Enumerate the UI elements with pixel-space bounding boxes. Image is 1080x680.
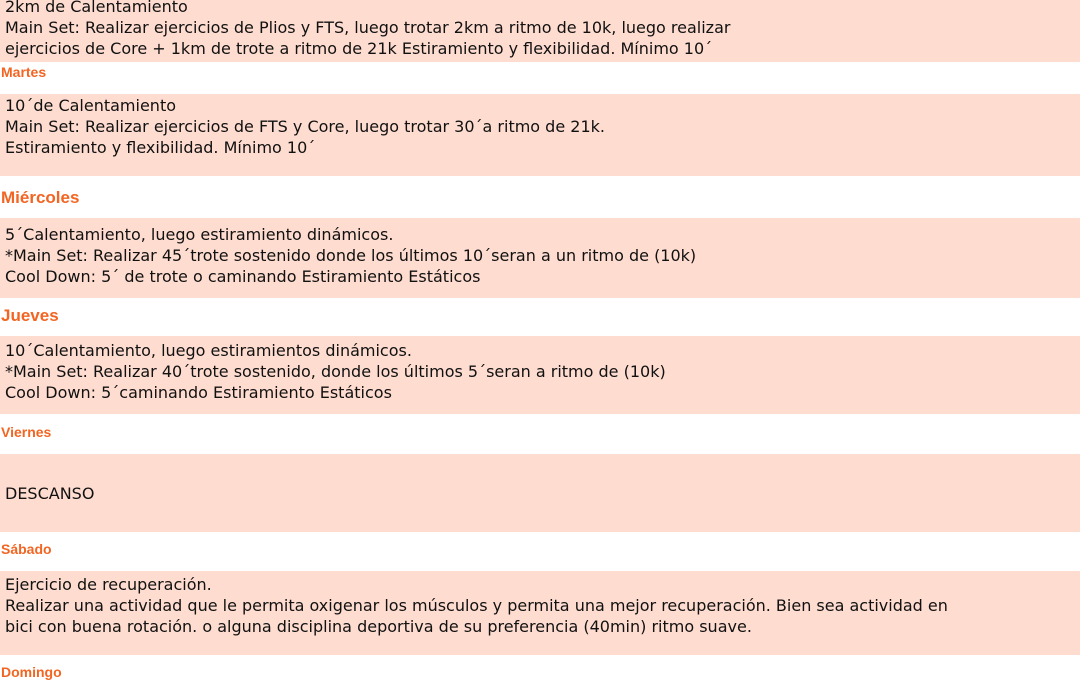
workout-line: Cool Down: 5´caminando Estiramiento Estáticos — [5, 383, 392, 402]
sabado-workout-block — [0, 571, 1080, 655]
day-heading-viernes: Viernes — [1, 424, 52, 440]
day-heading-miercoles: Miércoles — [1, 188, 80, 207]
workout-line: Main Set: Realizar ejercicios de FTS y Core, luego trotar 30´a ritmo de 21k. — [5, 117, 605, 136]
viernes-workout-block — [0, 454, 1080, 532]
workout-line: Estiramiento y flexibilidad. Mínimo 10´ — [5, 138, 316, 157]
jueves-workout-block — [0, 336, 1080, 414]
miercoles-workout-block — [0, 218, 1080, 298]
workout-line: Main Set: Realizar ejercicios de Plios y FTS, luego trotar 2km a ritmo de 10k, luego realizar — [5, 18, 731, 37]
workout-line: Realizar una actividad que le permita oxigenar los músculos y permita una mejor recuperación. Bien sea actividad en — [5, 596, 948, 615]
workout-line: 10´Calentamiento, luego estiramientos dinámicos. — [5, 341, 412, 360]
workout-line: 5´Calentamiento, luego estiramiento dinámicos. — [5, 225, 394, 244]
workout-line: 2km de Calentamiento — [5, 0, 188, 16]
workout-line: *Main Set: Realizar 40´trote sostenido, donde los últimos 5´seran a ritmo de (10k) — [5, 362, 666, 381]
day-heading-domingo: Domingo — [1, 664, 62, 680]
day-heading-jueves: Jueves — [1, 306, 59, 325]
workout-line: *Main Set: Realizar 45´trote sostenido donde los últimos 10´seran a un ritmo de (10k) — [5, 246, 697, 265]
martes-workout-block — [0, 94, 1080, 176]
workout-line: 10´de Calentamiento — [5, 96, 177, 115]
workout-line: DESCANSO — [5, 484, 95, 503]
day-heading-martes: Martes — [1, 64, 47, 80]
day-heading-sabado: Sábado — [1, 541, 52, 557]
workout-line: Cool Down: 5´ de trote o caminando Estiramiento Estáticos — [5, 267, 481, 286]
workout-line: Ejercicio de recuperación. — [5, 575, 212, 594]
workout-line: ejercicios de Core + 1km de trote a ritmo de 21k Estiramiento y flexibilidad. Mínimo 10´ — [5, 39, 713, 58]
monday-workout-block — [0, 0, 1080, 62]
workout-line: bici con buena rotación. o alguna disciplina deportiva de su preferencia (40min) ritmo suave. — [5, 617, 752, 636]
